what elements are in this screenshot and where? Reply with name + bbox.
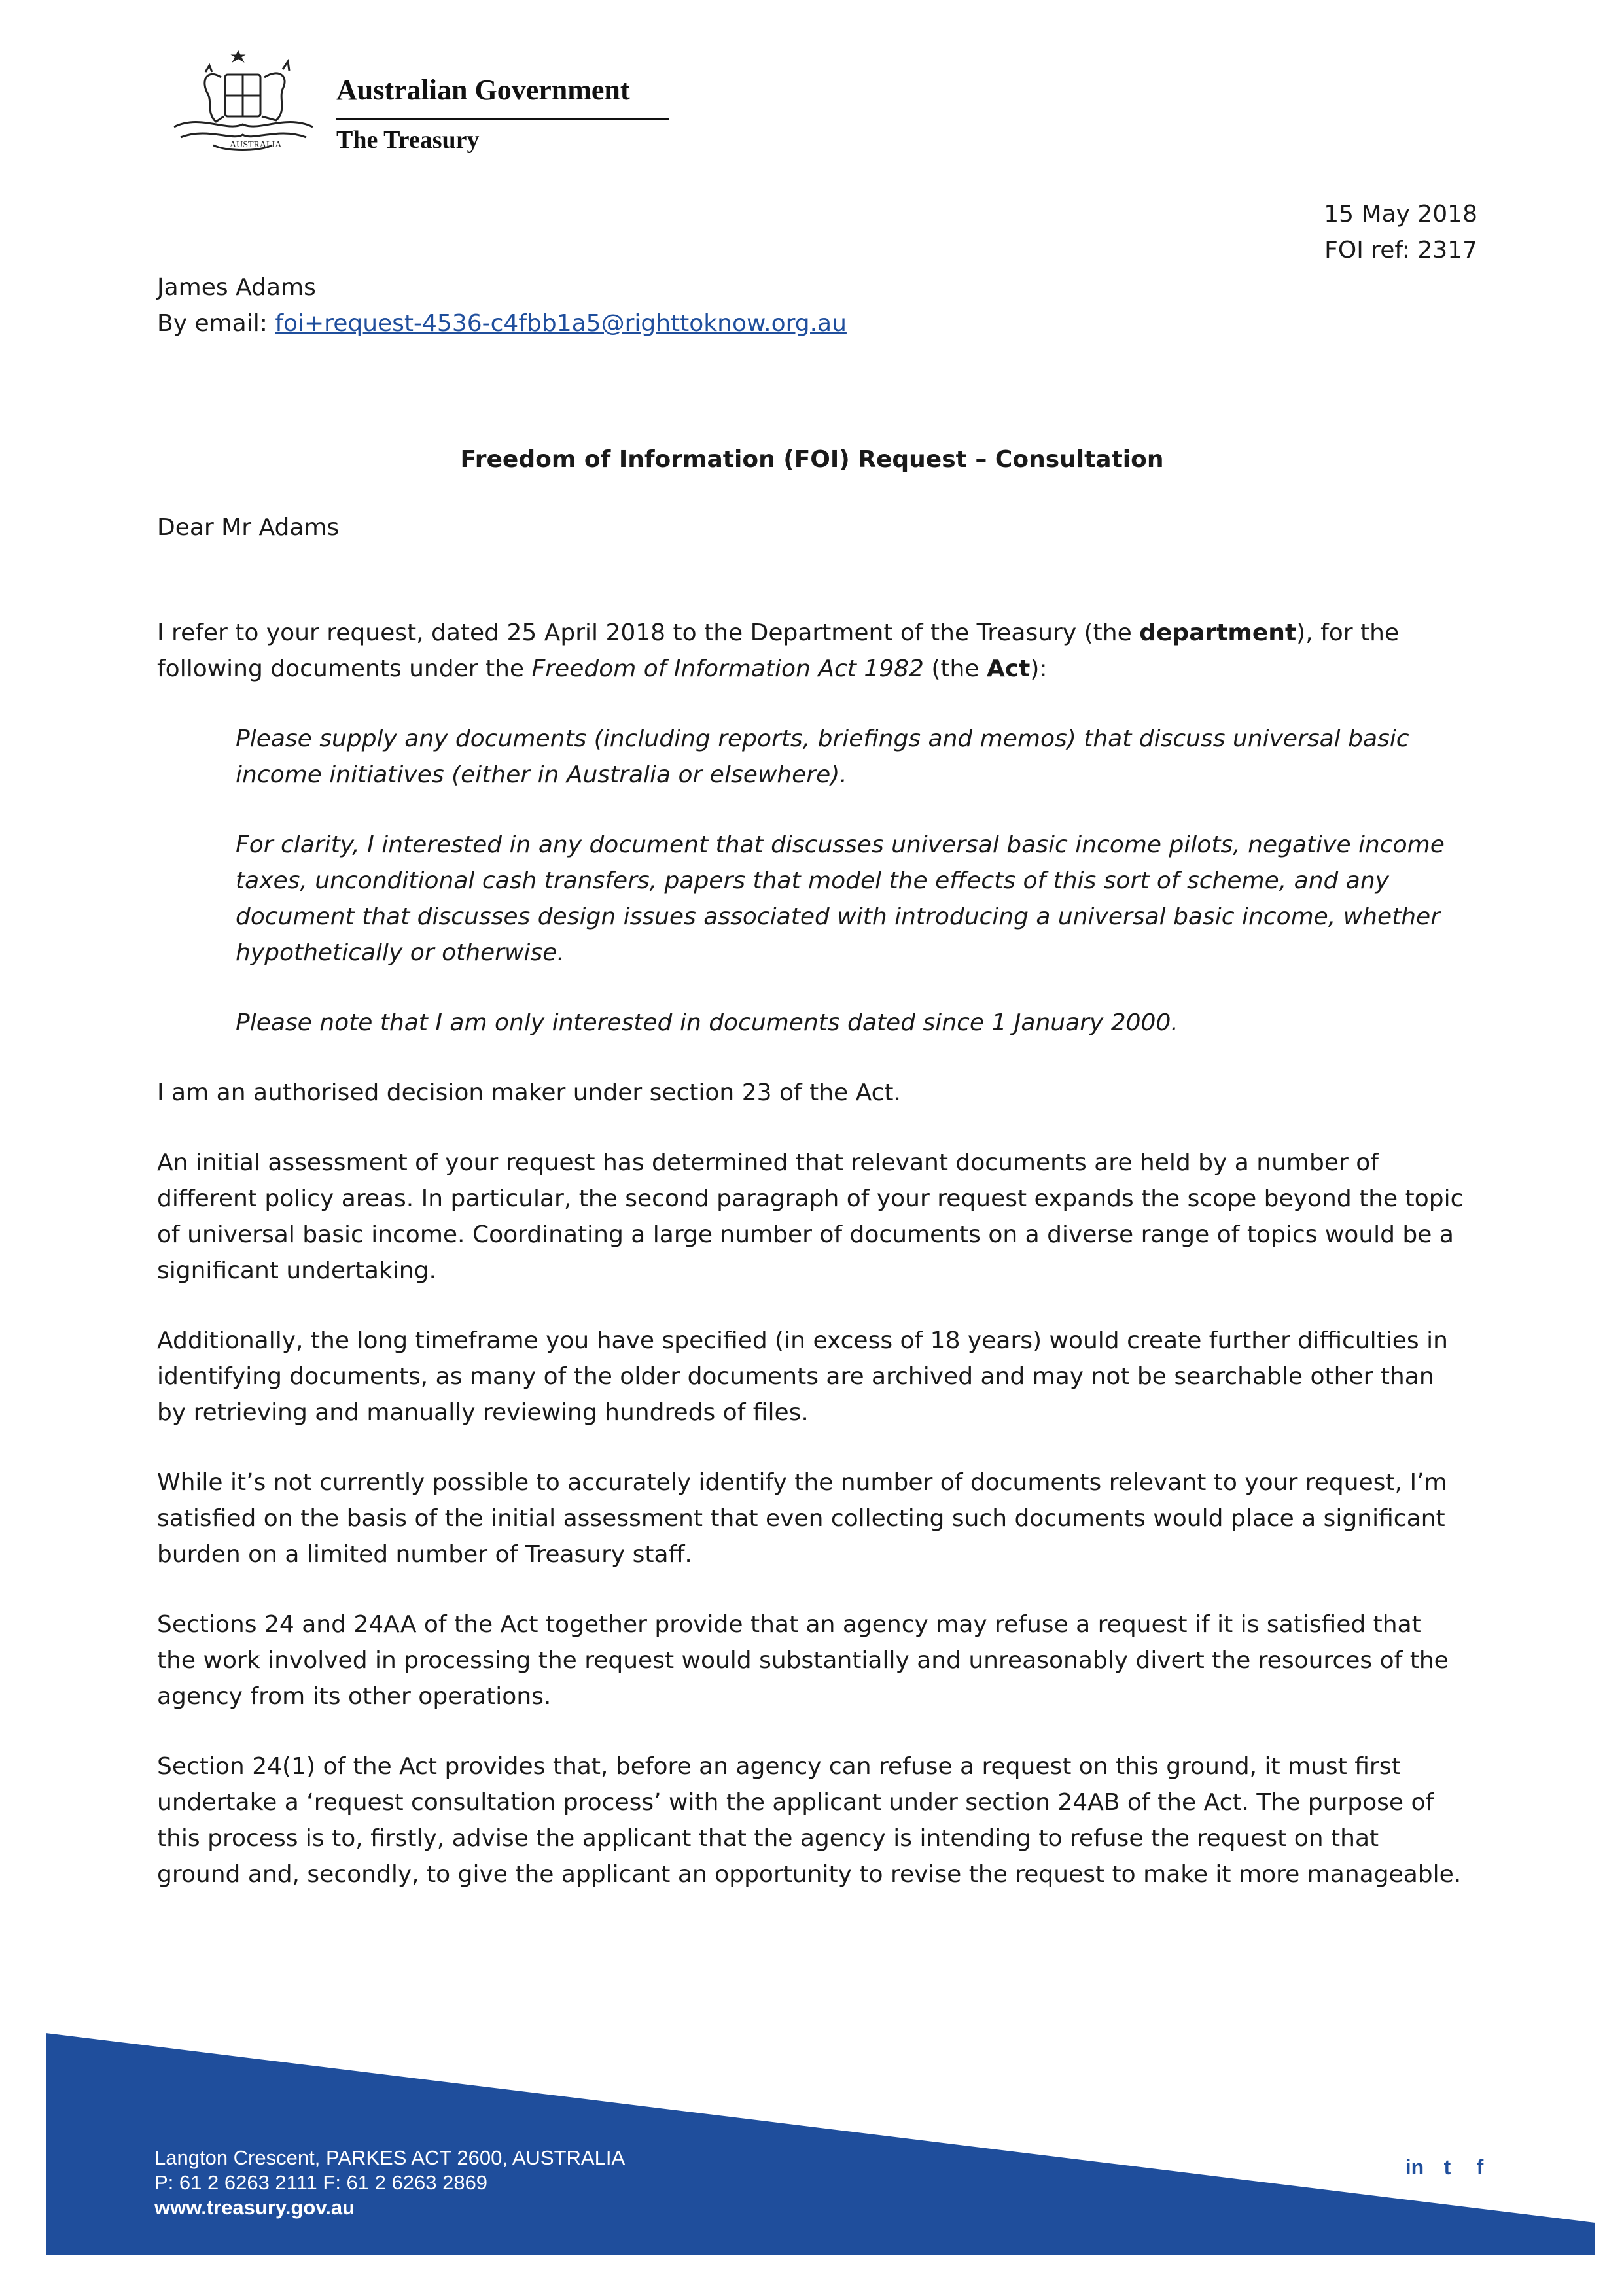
letter-subject: Freedom of Information (FOI) Request – Consultation xyxy=(460,446,1164,473)
coat-of-arms-icon xyxy=(161,48,325,164)
department-name: The Treasury xyxy=(336,126,480,154)
body-paragraph: I am an authorised decision maker under section 23 of the Act. xyxy=(157,1079,901,1106)
recipient-email-link[interactable]: foi+request-4536-c4fbb1a5@righttoknow.org.au xyxy=(275,310,847,337)
linkedin-icon[interactable]: in xyxy=(1400,2152,1429,2181)
letter-body xyxy=(157,615,1466,1926)
facebook-icon[interactable]: f xyxy=(1466,2152,1494,2181)
footer-phone: P: 61 2 6263 2111 F: 61 2 6263 2869 xyxy=(154,2171,488,2194)
government-name: Australian Government xyxy=(336,74,630,106)
quote-paragraph: Please note that I am only interested in documents dated since 1 January 2000. xyxy=(236,1009,1178,1036)
quoted-request xyxy=(236,721,1466,1041)
quote-paragraph: For clarity, I interested in any document that discusses universal basic income pilots, negative income taxes, unconditional cash transfers, papers that model the effects of this sort of scheme, and any document that discusses design issues associated with introducing a universal basic income, whether hypothetically or otherwise. xyxy=(236,831,1445,966)
email-prefix: By email: xyxy=(157,310,275,337)
body-paragraph: Sections 24 and 24AA of the Act together provide that an agency may refuse a request if it is satisfied that the work involved in processing the request would substantially and unreasonably divert the resources of the agency from its other operations. xyxy=(157,1611,1449,1710)
body-paragraph: Section 24(1) of the Act provides that, before an agency can refuse a request on this ground, it must first undertake a ‘request consultation process’ with the applicant under section 24AB of the Act. The purpose of this process is to, firstly, advise the applicant that the agency is intending to refuse the request on that ground and, secondly, to give the applicant an opportunity to revise the request to make it more manageable. xyxy=(157,1753,1462,1888)
quote-paragraph: Please supply any documents (including reports, briefings and memos) that discuss universal basic income initiatives (either in Australia or elsewhere). xyxy=(236,725,1409,788)
footer-website-link[interactable]: www.treasury.gov.au xyxy=(154,2196,355,2219)
letter-date: 15 May 2018 xyxy=(1324,201,1477,228)
recipient-block xyxy=(157,270,847,341)
letterhead-divider xyxy=(336,118,669,120)
social-icons xyxy=(1400,2152,1494,2181)
recipient-name: James Adams xyxy=(157,274,316,301)
recipient-email-line xyxy=(157,305,847,341)
foi-reference: FOI ref: 2317 xyxy=(1324,237,1477,264)
body-paragraph: I refer to your request, dated 25 April 2018 to the Department of the Treasury (the department), for the following documents under the Freedom of Information Act 1982 (the Act): xyxy=(157,619,1400,682)
body-paragraph: Additionally, the long timeframe you have specified (in excess of 18 years) would create further difficulties in identifying documents, as many of the older documents are archived and may not be searchable other than by retrieving and manually reviewing hundreds of files. xyxy=(157,1327,1448,1426)
footer-contact xyxy=(154,2146,625,2220)
twitter-icon[interactable]: t xyxy=(1433,2152,1462,2181)
body-paragraph: While it’s not currently possible to accurately identify the number of documents relevant to your request, I’m satisfied on the basis of the initial assessment that even collecting such documents would place a significant burden on a limited number of Treasury staff. xyxy=(157,1469,1447,1568)
footer-address: Langton Crescent, PARKES ACT 2600, AUSTRALIA xyxy=(154,2146,626,2169)
body-paragraph: An initial assessment of your request has determined that relevant documents are held by a number of different policy areas. In particular, the second paragraph of your request expands the scope beyond the topic of universal basic income. Coordinating a large number of documents on a diverse range of topics would be a significant undertaking. xyxy=(157,1149,1464,1284)
svg-text:AUSTRALIA: AUSTRALIA xyxy=(230,140,282,150)
salutation: Dear Mr Adams xyxy=(157,514,340,541)
letter-meta xyxy=(1324,196,1477,268)
